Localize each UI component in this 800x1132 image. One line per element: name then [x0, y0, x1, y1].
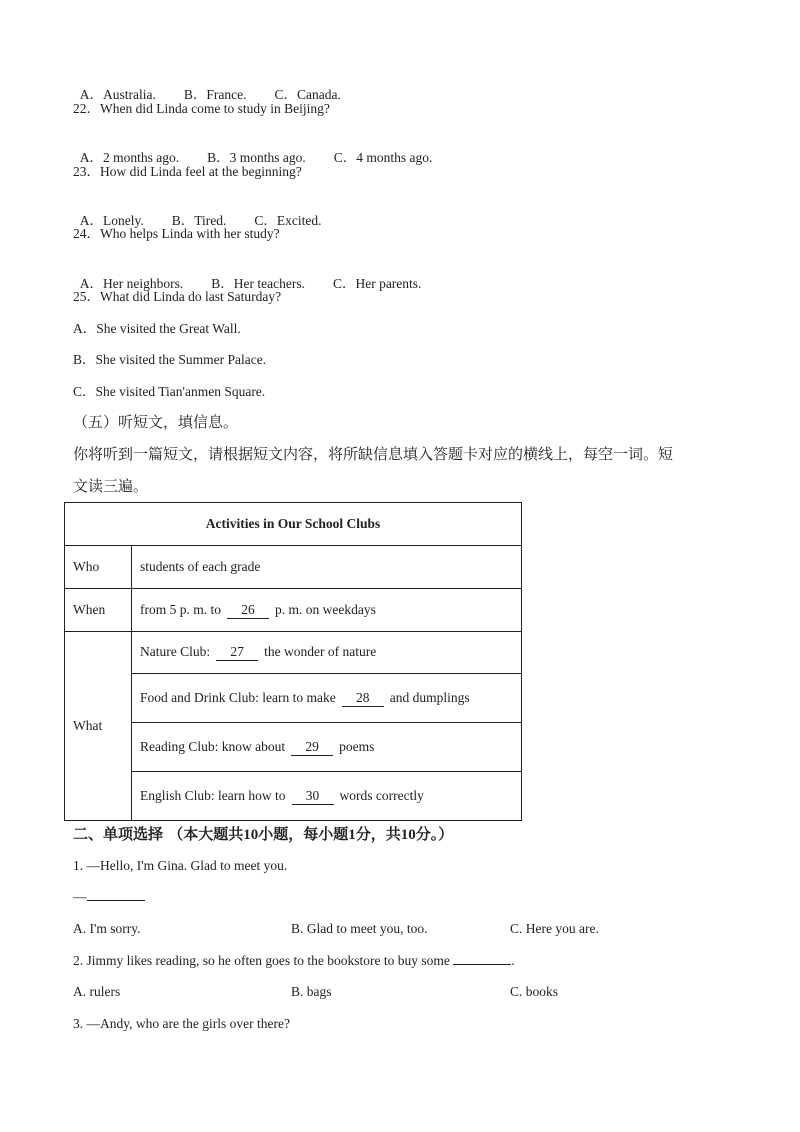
q21-option-b: B．France. — [183, 87, 247, 102]
mc2-option-c: C. books — [510, 984, 559, 999]
when-label: When — [65, 589, 132, 632]
mc1-option-b: B. Glad to meet you, too. — [291, 921, 428, 936]
q21-option-c: C．Canada. — [274, 87, 341, 102]
mc2-option-a: A. rulers — [73, 984, 121, 999]
who-label: Who — [65, 546, 132, 589]
q24-option-c: C．Her parents. — [332, 276, 422, 291]
food-pre: Food and Drink Club: learn to make — [140, 689, 336, 705]
nature-post: the wonder of nature — [264, 644, 377, 659]
section5-instruction-2: 文读三遍。 — [73, 477, 149, 495]
food-post: and dumplings — [389, 689, 470, 705]
mc2-stem-end: . — [511, 953, 515, 968]
mc1-stem: 1. —Hello, I'm Gina. Glad to meet you. — [73, 858, 288, 873]
section2-heading-pre: 二、单项选择 （本大题共 — [73, 825, 244, 843]
when-cell — [132, 589, 522, 632]
mc2-stem-line — [73, 952, 515, 970]
mc1-dash: — — [73, 889, 87, 904]
q23-option-c: C．Excited. — [254, 213, 322, 228]
section2-heading-post: 分。） — [415, 825, 454, 843]
q21-options — [73, 68, 341, 104]
mc2-option-b: B. bags — [291, 984, 332, 999]
q22-option-b: B．3 months ago. — [207, 150, 306, 165]
mc1-option-a: A. I'm sorry. — [73, 921, 141, 936]
mc1-option-c: C. Here you are. — [510, 921, 599, 936]
q23-option-a: A．Lonely. — [79, 213, 144, 228]
mc1-reply — [73, 888, 145, 906]
blank-30[interactable]: 30 — [292, 788, 334, 805]
q25-option-b: B．She visited the Summer Palace. — [73, 352, 267, 367]
q22-option-c: C．4 months ago. — [333, 150, 433, 165]
section2-num-total: 10 — [400, 827, 416, 843]
reading-pre: Reading Club: know about — [140, 738, 286, 754]
q24-option-a: A．Her neighbors. — [79, 276, 184, 291]
section2-heading-mid2: 分，共 — [355, 825, 401, 843]
table-title: Activities in Our School Clubs — [65, 503, 522, 546]
q25-option-a: A．She visited the Great Wall. — [73, 321, 241, 336]
english-post: words correctly — [339, 787, 424, 803]
blank-27[interactable]: 27 — [216, 644, 258, 661]
when-post: p. m. on weekdays — [275, 601, 376, 617]
q22-option-a: A．2 months ago. — [79, 150, 180, 165]
what-row-english — [132, 772, 522, 821]
q23-option-b: B．Tired. — [171, 213, 227, 228]
q24-option-b: B．Her teachers. — [211, 276, 305, 291]
mc2-blank[interactable] — [453, 952, 511, 965]
what-row-reading — [132, 723, 522, 772]
blank-28[interactable]: 28 — [342, 690, 384, 707]
q23-stem: 23．How did Linda feel at the beginning? — [73, 164, 302, 179]
q25-option-c: C．She visited Tian'anmen Square. — [73, 384, 266, 399]
nature-pre: Nature Club: — [140, 644, 211, 659]
clubs-table — [64, 502, 522, 821]
what-label: What — [65, 632, 132, 821]
section5-instruction-1: 你将听到一篇短文，请根据短文内容，将所缺信息填入答题卡对应的横线上，每空一词。短 — [73, 445, 674, 463]
q24-stem: 24．Who helps Linda with her study? — [73, 226, 280, 241]
q22-stem: 22．When did Linda come to study in Beijing? — [73, 101, 330, 116]
what-row-food — [132, 674, 522, 723]
english-pre: English Club: learn how to — [140, 787, 286, 803]
mc3-stem: 3. —Andy, who are the girls over there? — [73, 1016, 290, 1031]
section2-num-points: 1 — [348, 827, 356, 843]
q25-stem: 25．What did Linda do last Saturday? — [73, 289, 282, 304]
mc1-blank[interactable] — [87, 888, 145, 901]
who-value: students of each grade — [132, 546, 522, 589]
section2-num-questions: 10 — [243, 827, 259, 843]
what-row-nature — [132, 632, 522, 674]
blank-26[interactable]: 26 — [227, 602, 269, 619]
section2-heading — [73, 825, 453, 844]
section5-heading: （五）听短文，填信息。 — [73, 413, 239, 431]
mc2-stem: 2. Jimmy likes reading, so he often goes to the bookstore to buy some — [73, 953, 450, 968]
when-pre: from 5 p. m. to — [140, 601, 221, 617]
section2-heading-mid: 小题，每小题 — [258, 825, 349, 843]
blank-29[interactable]: 29 — [291, 739, 333, 756]
reading-post: poems — [339, 738, 375, 754]
q21-option-a: A．Australia. — [79, 87, 156, 102]
q22-options — [73, 131, 432, 167]
